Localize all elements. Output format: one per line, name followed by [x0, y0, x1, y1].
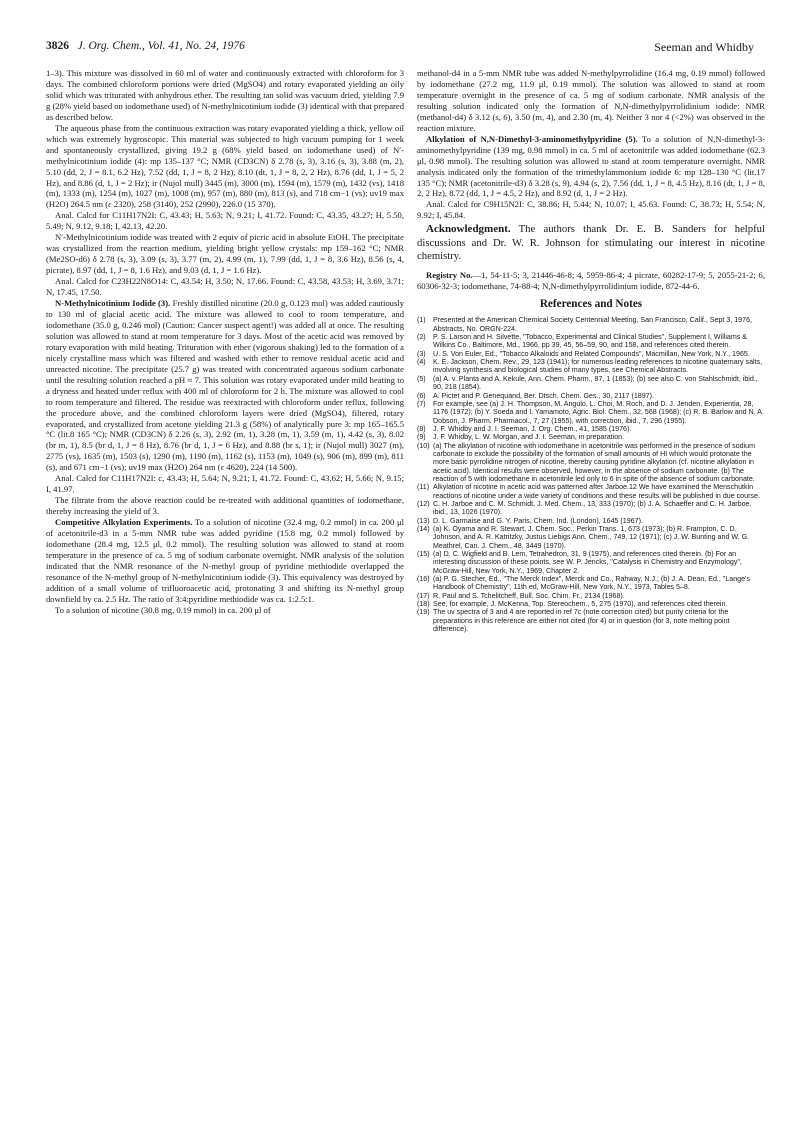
paragraph: The aqueous phase from the continuous extraction was rotary evaporated yielding a thick, yellow oil which was extremely hygroscopic. This material was subjected to high vacuum pumping for 1 week and spontaneously crystallized, giving 19.2 g (68% yield based on iodomethane used) of N′-methylnicotinium iodide (4): mp 135–137 °C; NMR (CD3CN) δ 2.78 (s, 3), 3.16 (s, 3), 3.88 (m, 2), 5.10 (dd, 2, J = 8.1, 6.2 Hz), 7.52 (dd, 1, J = 8, 2 Hz), 8.10 (dt, 1, J = 8, 2, 2 Hz), 8.76 (dd, 1, J = 5, 2 Hz), and 8.86 (d, 1, J = 2 Hz); ir (Nujol mull) 3445 (m), 3000 (m), 1594 (m), 1579 (m), 1432 (vs), 1418 (m), 1333 (m), 1254 (m), 1027 (m), 1008 (m), 957 (m), 880 (m), 813 (s), and 718 cm−1 (vs); uv19 max (H2O) 264.5 nm (ε 2320), 258 (3140), 252 (2990), 226.0 (15 370).: [46, 122, 404, 210]
reference-text: P. S. Larson and H. Silvette, "Tobacco, Experimental and Clinical Studies", Supplement I, Williams & Wilkins Co., Baltimore, Md., 1966, pp 39, 45, 56–59, 90, and 158, and references cited therein.: [433, 333, 748, 350]
section-heading: Competitive Alkylation Experiments.: [55, 517, 193, 528]
reference-item: [417, 592, 765, 600]
paragraph: N′-Methylnicotinium iodide was treated with 2 equiv of picric acid in absolute EtOH. The precipitate was crystallized from the reaction medium, yielding bright yellow crystals: mp 159–162 °C; NMR (Me2SO-d6) δ 2.78 (s, 3), 3.09 (s, 3), 3.77 (m, 2), 4.99 (m, 1), 7.99 (dd, 1, J = 8, 3.6 Hz), 8.56 (s, 4, picrate), 8.97 (dd, 1, J = 8, 1.6 Hz), and 9.03 (d, 1, J = 1.6 Hz).: [46, 232, 404, 276]
reference-item: [417, 608, 765, 633]
reference-number: (9): [417, 433, 426, 442]
reference-text: J. F. Whidby and J. I. Seeman, J. Org. Chem., 41, 1585 (1976).: [433, 424, 632, 433]
section-paragraph: [417, 134, 765, 200]
right-column: [417, 68, 765, 633]
reference-number: (6): [417, 391, 426, 400]
reference-item: [417, 525, 765, 550]
reference-text: D. L. Garmaise and G. Y. Paris, Chem. Ind. (London), 1645 (1967).: [433, 516, 643, 525]
reference-item: [417, 316, 765, 333]
section-text: To a solution of N,N-dimethyl-3-aminomethylpyridine (139 mg, 0.98 mmol) in ca. 5 ml of acetonitrile was added iodomethane (62.3 μl, 0.98 mmol). The resulting solution was allowed to stand at room temperature overnight. NMR analysis indicated only the formation of the trimethylammonium iodide 6: mp 128–130 °C (lit.17 135 °C); NMR (acetonitrile-d3) δ 3.28 (s, 9), 4.94 (s, 2), 7.56 (dd, 1, J = 8, 4.5 Hz), 8.16 (dt, 1, J = 8, 2, 2 Hz), 8.72 (dd, 1, J = 4.5, 2 Hz), and 8.92 (d, 1, J = 2 Hz).: [417, 133, 765, 199]
acknowledgment-heading: Acknowledgment.: [426, 223, 511, 236]
reference-number: (5): [417, 374, 426, 383]
reference-text: A. Pictet and P. Genequand, Ber. Dtsch. Chem. Ges., 30, 2117 (1897).: [433, 391, 654, 400]
paragraph: The filtrate from the above reaction could be re-treated with additional quantities of iodomethane, thereby increasing the yield of 3.: [46, 495, 404, 517]
reference-item: [417, 550, 765, 575]
reference-number: (10): [417, 441, 430, 450]
reference-text: (a) D. C. Wigfield and B. Lem, Tetrahedron, 31, 9 (1975), and references cited therein. (b) For an interesting discussion of these points, see W. P. Jencks, "Catalysis in Chemistry and Enzymology", McGraw-Hill, New York, N.Y., 1969, Chapter 2.: [433, 550, 742, 575]
reference-text: Presented at the American Chemical Society Centennial Meeting, San Francisco, Calif., Sept 3, 1976, Abstracts, No. ORGN-224.: [433, 316, 752, 333]
reference-text: R. Paul and S. Tchelitcheff, Bull. Soc. Chim. Fr., 2134 (1968).: [433, 591, 625, 600]
reference-item: [417, 433, 765, 441]
paragraph: methanol-d4 in a 5-mm NMR tube was added N-methylpyrrolidine (16.4 mg, 0.19 mmol) followed by iodomethane (27.2 mg, 11.9 μl, 0.19 mmol). The solution was allowed to stand at room temperature overnight in the presence of ca. 5 mg of sodium carbonate. NMR analysis of the resulting solution indicated only the formation of N,N-dimethylpyrrolidinium iodide: NMR (methanol-d4) δ 3.12 (s, 6), 3.50 (m, 4), and 2.30 (m, 4). Neither 3 nor 4 (<2%) was observed in the reaction mixture.: [417, 68, 765, 133]
reference-text: (a) P. G. Stecher, Ed., "The Merck Index", Merck and Co., Rahway, N.J.; (b) J. A. Dean, Ed., "Lange's Handbook of Chemistry", 11th ed, McGraw-Hill, New York, N.Y., 1973, Tables 5–8.: [433, 575, 750, 592]
reference-text: For example, see (a) J. H. Thompson, M. Angulo, L. Choi, M. Roch, and D. J. Jenden, Experientia, 28, 1176 (1972); (b) Y. Soeda and I. Yamamoto, Agric. Biol. Chem., 32, 568 (1968); (c) R. B. Barlow and N. A. Dobson, J. Pharm. Pharmacol., 7, 27 (1955), with correction, ibid., 7, 296 (1955).: [433, 399, 764, 425]
reference-number: (12): [417, 499, 430, 508]
reference-item: [417, 600, 765, 608]
running-header: [46, 40, 754, 56]
reference-text: Alkylation of nicotine in acetic acid was patterned after Jarboe.12 We have examined the Menschutkin reactions of nicotine under a wide variety of conditions and these results will be published in due course.: [433, 483, 760, 500]
acknowledgment: [417, 223, 765, 263]
registry-text: —1, 54-11-5; 3, 21446-46-8; 4, 5959-86-4; 4 picrate, 60282-17-9; 5, 2055-21-2; 6, 60306-32-3; iodomethane, 74-88-4; N,N-dimethylpyrrolidinium iodide, 872-44-6.: [417, 269, 765, 291]
section-paragraph: [46, 298, 404, 473]
paragraph: To a solution of nicotine (30.8 mg, 0.19 mmol) in ca. 200 μl of: [55, 604, 271, 615]
reference-number: (2): [417, 333, 426, 342]
section-text: Freshly distilled nicotine (20.0 g, 0.123 mol) was added cautiously to 130 ml of glacial acetic acid. The mixture was allowed to cool to room temperature, and iodomethane (35.0 g, 0.246 mol) (Caution: Cancer suspect agent!) was added all at once. The resulting solution was allowed to stand at room temperature for 3 days. Most of the acetic acid was removed by rotary evaporation with mild heating. Trituration with ether (vigorous shaking) led to the formation of a nicely crystalline mass which was filtered and washed with ether to remove residual acetic acid and unreacted nicotine. The precipitate (25.7 g) was treated with concentrated aqueous sodium carbonate until the resulting solution reached a pH ≈ 7. This solution was rotary evaporated under mild heating to a dryness and heated under reflux with 400 ml of chloroform for 2 h. The mixture was allowed to cool to room temperature and filtered. The residue was reextracted with chloroform under reflux, following the procedure above, and the combined chloroform layers were dried (MgSO4), filtered, rotary evaporated, and crystallized from acetone yielding 21.3 g (58%) of analytically pure 3: mp 165–165.5 °C (lit.8 165 °C); NMR (CD3CN) δ 2.26 (s, 3), 2.92 (m, 1), 3.28 (m, 1), 3.59 (m, 1), 4.42 (s, 3), 8.02 (br m, 1), 8.5 (br d, 1, J = 8 Hz), 8.76 (br d, 1, J = 6 Hz), and 8.88 (br s, 1); ir (Nujol mull) 3027 (m), 2775 (vs), 1635 (m), 1503 (s), 1290 (m), 1190 (m), 1162 (s), 1153 (m), 1049 (s), 906 (m), 899 (m), 811 (s), and 671 cm−1 (vs); uv19 max (H2O) 264 nm (ε 4620), 224 (14 500).: [46, 298, 404, 473]
reference-number: (3): [417, 349, 426, 358]
running-authors: Seeman and Whidby: [654, 40, 754, 54]
references-title: References and Notes: [539, 298, 643, 311]
reference-number: (8): [417, 424, 426, 433]
reference-item: [417, 517, 765, 525]
journal-citation: J. Org. Chem., Vol. 41, No. 24, 1976: [77, 40, 245, 52]
registry-numbers: [417, 270, 765, 292]
reference-item: [417, 375, 765, 392]
reference-item: [417, 350, 765, 358]
reference-text: U. S. Von Euler, Ed., "Tobacco Alkaloids and Related Compounds", Macmillan, New York, N.Y., 1965.: [433, 349, 750, 358]
reference-number: (7): [417, 399, 426, 408]
reference-text: (a) K. Oyama and R. Stewart, J. Chem. Soc., Perkin Trans. 1, 673 (1973); (b) R. Frampton, C. D. Johnson, and A. R. Katritzky, Justus Liebigs Ann. Chem., 749, 12 (1971); (c) J. W. Bunting and W. G. Meathrel, Can. J. Chem., 48, 3449 (1970).: [433, 525, 750, 550]
reference-item: [417, 392, 765, 400]
reference-item: [417, 358, 765, 375]
section-heading: N-Methylnicotinium Iodide (3).: [55, 298, 171, 309]
reference-item: [417, 400, 765, 425]
paragraph: 1–3). This mixture was dissolved in 60 ml of water and continuously extracted with chloroform for 3 days. The combined chloroform portions were dried (MgSO4) and rotary evaporated yielding an oily solid which was triturated with anhydrous ether. The resulting tan solid was vacuum dried, yielding 7.9 g (28% yield based on iodomethane used) of N-methylnicotinium iodide (3) identical with that prepared as described below.: [46, 68, 404, 122]
left-column: [46, 68, 404, 616]
references-list: [417, 316, 765, 633]
analysis-paragraph: Anal. Calcd for C11H17N2I: C, 43.43; H, 5.63; N, 9.21; I, 41.72. Found: C, 43.35, 43.27; H, 5.50, 5.49; N, 9.12, 9.18; I, 42.13, 42.20.: [46, 210, 404, 232]
section-text: To a solution of nicotine (32.4 mg, 0.2 mmol) in ca. 200 μl of acetonitrile-d3 in a 5-mm NMR tube was added pyridine (15.8 mg, 0.2 mmol) followed by iodomethane (28.4 mg, 12.5 μl, 0.2 mmol). The resulting solution was allowed to stand at room temperature in the presence of ca. 5 mg of sodium carbonate overnight. NMR analysis of the solution indicated that the NMR resonance of the N-methyl group of pyridine methiodide overlapped the resonance of the N-methyl group of N-methylnicotinium iodide (3). This equivalency was destroyed by addition of a small volume of trifluoroacetic acid, protonating 3 and shifting its N-methyl group downfield by ca. 2.5 Hz. The ratio of 3:4:pyridine methiodide was ca. 1:2.5:1.: [46, 517, 404, 604]
reference-text: The uv spectra of 3 and 4 are reported in ref 7c (note correction cited) but purity criteria for the preparations in this reference are either not cited (for 4) or in question (for 3, note melting point difference).: [433, 608, 730, 634]
reference-number: (17): [417, 591, 430, 600]
reference-item: [417, 333, 765, 350]
reference-number: (13): [417, 516, 430, 525]
reference-number: (18): [417, 600, 430, 609]
reference-item: [417, 500, 765, 517]
section-paragraph: [46, 517, 404, 605]
section-heading: Alkylation of N,N-Dimethyl-3-aminomethylpyridine (5).: [426, 133, 638, 144]
reference-number: (16): [417, 575, 430, 584]
page-number: 3826: [46, 40, 69, 52]
reference-text: K. E. Jackson, Chem. Rev., 29, 123 (1941); for numerous leading references to nicotine quaternary salts, involving synthesis and biological studies of many types, see Chemical Abstracts.: [433, 358, 763, 375]
reference-item: [417, 575, 765, 592]
reference-text: J. F. Whidby, L. W. Morgan, and J. I. Seeman, in preparation.: [433, 433, 625, 442]
reference-number: (14): [417, 525, 430, 534]
reference-number: (11): [417, 483, 430, 492]
reference-text: (a) A. v. Planta and A. Kekule, Ann. Chem. Pharm., 87, 1 (1853); (b) see also C. von Stahlschmidt, ibid., 90, 218 (1854).: [433, 374, 758, 392]
reference-item: [417, 483, 765, 500]
analysis-paragraph: Anal. Calcd for C11H17N2I: c, 43.43; H, 5.64; N, 9.21; I, 41.72. Found: C, 43.62; H, 5.66; N, 9.15; I, 41.97.: [46, 473, 404, 495]
reference-text: C. H. Jarboe and C. M. Schmidt, J. Med. Chem., 13, 333 (1970); (b) J. A. Schaeffer and C. H. Jarboe, ibid., 13, 1026 (1970).: [433, 499, 752, 517]
reference-number: (4): [417, 358, 426, 367]
acknowledgment-text: The authors thank Dr. E. B. Sanders for helpful discussions and Dr. W. R. Johnson for stimulating our interest in nicotine chemistry.: [417, 223, 765, 263]
reference-text: (a) The alkylation of nicotine with iodomethane in acetonitrile was performed in the presence of sodium carbonate to exclude the possibility of the formation of small amounts of HI which would protonate the more basic pyrrolidine nitrogen of nicotine, thereby causing pyridine alkylation (cf. nicotine alkylation in acetic acid). Identical results were observed, however, in the absence of sodium carbonate. (b) The reaction of 5 with iodomethane in acetonitrile led only to 6 in spite of the absence of sodium carbonate.: [433, 441, 756, 483]
reference-number: (15): [417, 550, 430, 559]
reference-item: [417, 425, 765, 433]
reference-text: See, for example, J. McKenna, Top. Stereochem., 5, 275 (1970), and references cited therein.: [433, 600, 728, 609]
registry-heading: Registry No.: [426, 269, 473, 280]
reference-number: (19): [417, 608, 430, 617]
reference-number: (1): [417, 316, 426, 325]
analysis-paragraph: Anal. Calcd for C9H15N2I: C, 38.86; H, 5.44; N, 10.07; I, 45.63. Found: C, 38.73; H, 5.54; N, 9.92; I, 45.84.: [417, 199, 765, 221]
analysis-paragraph: Anal. Calcd for C23H22N8O14: C, 43.54; H, 3.50; N, 17.66. Found: C, 43.58, 43.53; H, 3.69, 3.71; N, 17.45, 17.50.: [46, 276, 404, 298]
reference-item: [417, 442, 765, 484]
